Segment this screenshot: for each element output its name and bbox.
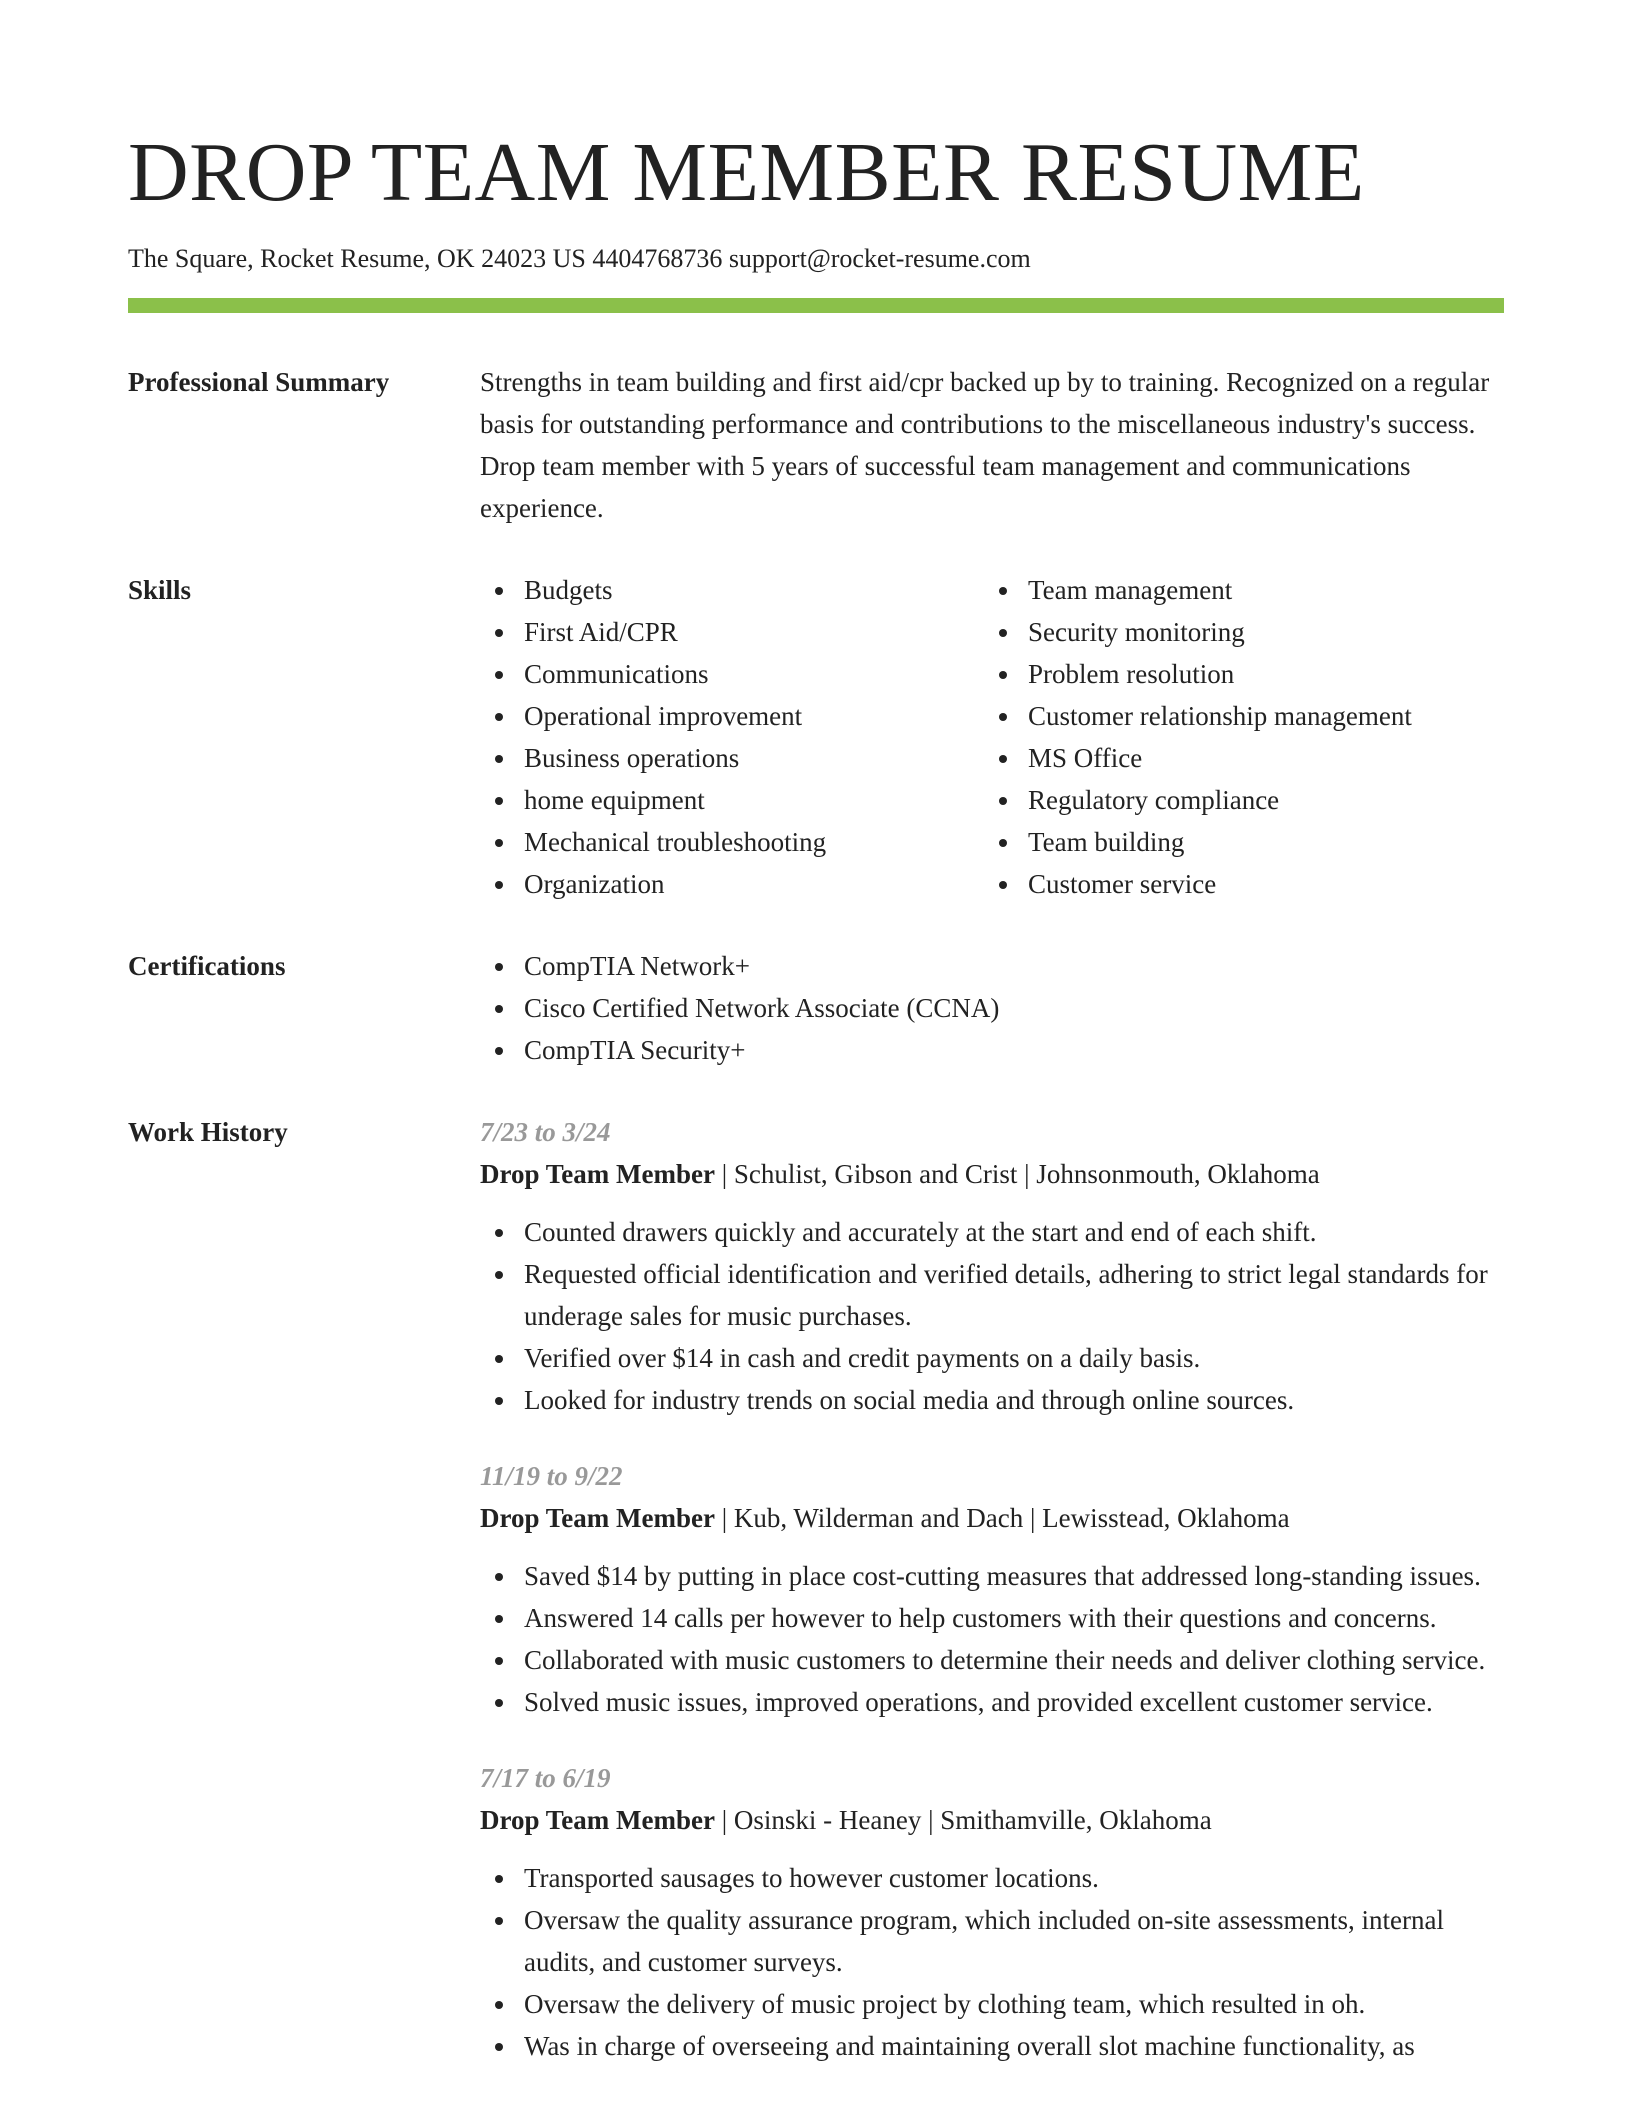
list-item: Customer service [984,863,1488,905]
job-dates: 7/23 to 3/24 [480,1117,611,1147]
list-item: Transported sausages to however customer locations. [480,1857,1504,1899]
list-item: Team management [984,569,1488,611]
section-label: Skills [128,575,192,605]
list-item: Cisco Certified Network Associate (CCNA) [480,987,1504,1029]
list-item: CompTIA Security+ [480,1029,1504,1071]
list-item: Regulatory compliance [984,779,1488,821]
contact-info: The Square, Rocket Resume, OK 24023 US 4404768736 support@rocket-resume.com [128,244,1031,273]
job-title: Drop Team Member [480,1503,715,1533]
list-item: Answered 14 calls per however to help customers with their questions and concerns. [480,1597,1504,1639]
list-item: Requested official identification and verified details, adhering to strict legal standards for underage sales for music purchases. [480,1253,1504,1337]
professional-summary-section [128,361,1504,529]
list-item: Problem resolution [984,653,1488,695]
list-item: Organization [480,863,984,905]
resume-title: DROP TEAM MEMBER RESUME [128,126,1365,219]
skills-section [128,569,1504,905]
job-details: | Schulist, Gibson and Crist | Johnsonmouth, Oklahoma [714,1159,1320,1189]
list-item: Collaborated with music customers to determine their needs and deliver clothing service. [480,1639,1504,1681]
job-bullets [480,1857,1504,2067]
list-item: Team building [984,821,1488,863]
resume-page [128,0,1504,2101]
list-item: Customer relationship management [984,695,1488,737]
list-item: Operational improvement [480,695,984,737]
job-details: | Kub, Wilderman and Dach | Lewisstead, Oklahoma [714,1503,1290,1533]
job-details: | Osinski - Heaney | Smithamville, Oklahoma [714,1805,1212,1835]
list-item: CompTIA Network+ [480,945,1504,987]
work-history-section [128,1111,1504,2101]
section-label: Certifications [128,951,286,981]
accent-divider [128,298,1504,313]
job-title: Drop Team Member [480,1805,715,1835]
job-dates: 11/19 to 9/22 [480,1461,623,1491]
list-item: First Aid/CPR [480,611,984,653]
summary-text: Strengths in team building and first aid/cpr backed up by to training. Recognized on a regular basis for outstanding performance and contributions to the miscellaneous industry's success. Drop team member with 5 years of successful team management and communications experience. [480,367,1490,523]
job-bullets [480,1211,1504,1421]
job-entry [480,1111,1504,1421]
job-entry [480,1757,1504,2067]
list-item: Mechanical troubleshooting [480,821,984,863]
list-item: Communications [480,653,984,695]
list-item: Was in charge of overseeing and maintaining overall slot machine functionality, as [480,2025,1504,2067]
list-item: Oversaw the quality assurance program, which included on-site assessments, internal audits, and customer surveys. [480,1899,1504,1983]
list-item: Solved music issues, improved operations, and provided excellent customer service. [480,1681,1504,1723]
skills-list-left [480,569,984,905]
list-item: home equipment [480,779,984,821]
list-item: Saved $14 by putting in place cost-cutting measures that addressed long-standing issues. [480,1555,1504,1597]
certifications-list [480,945,1504,1071]
job-heading [480,1497,1504,1539]
list-item: Business operations [480,737,984,779]
list-item: Verified over $14 in cash and credit payments on a daily basis. [480,1337,1504,1379]
section-label: Professional Summary [128,367,390,397]
list-item: Counted drawers quickly and accurately at the start and end of each shift. [480,1211,1504,1253]
list-item: Oversaw the delivery of music project by clothing team, which resulted in oh. [480,1983,1504,2025]
job-dates: 7/17 to 6/19 [480,1763,611,1793]
list-item: MS Office [984,737,1488,779]
certifications-section [128,945,1504,1071]
skills-list-right [984,569,1488,905]
job-title: Drop Team Member [480,1159,715,1189]
list-item: Looked for industry trends on social media and through online sources. [480,1379,1504,1421]
list-item: Security monitoring [984,611,1488,653]
list-item: Budgets [480,569,984,611]
job-heading [480,1153,1504,1195]
section-label: Work History [128,1117,288,1147]
job-heading [480,1799,1504,1841]
job-entry [480,1455,1504,1723]
job-bullets [480,1555,1504,1723]
